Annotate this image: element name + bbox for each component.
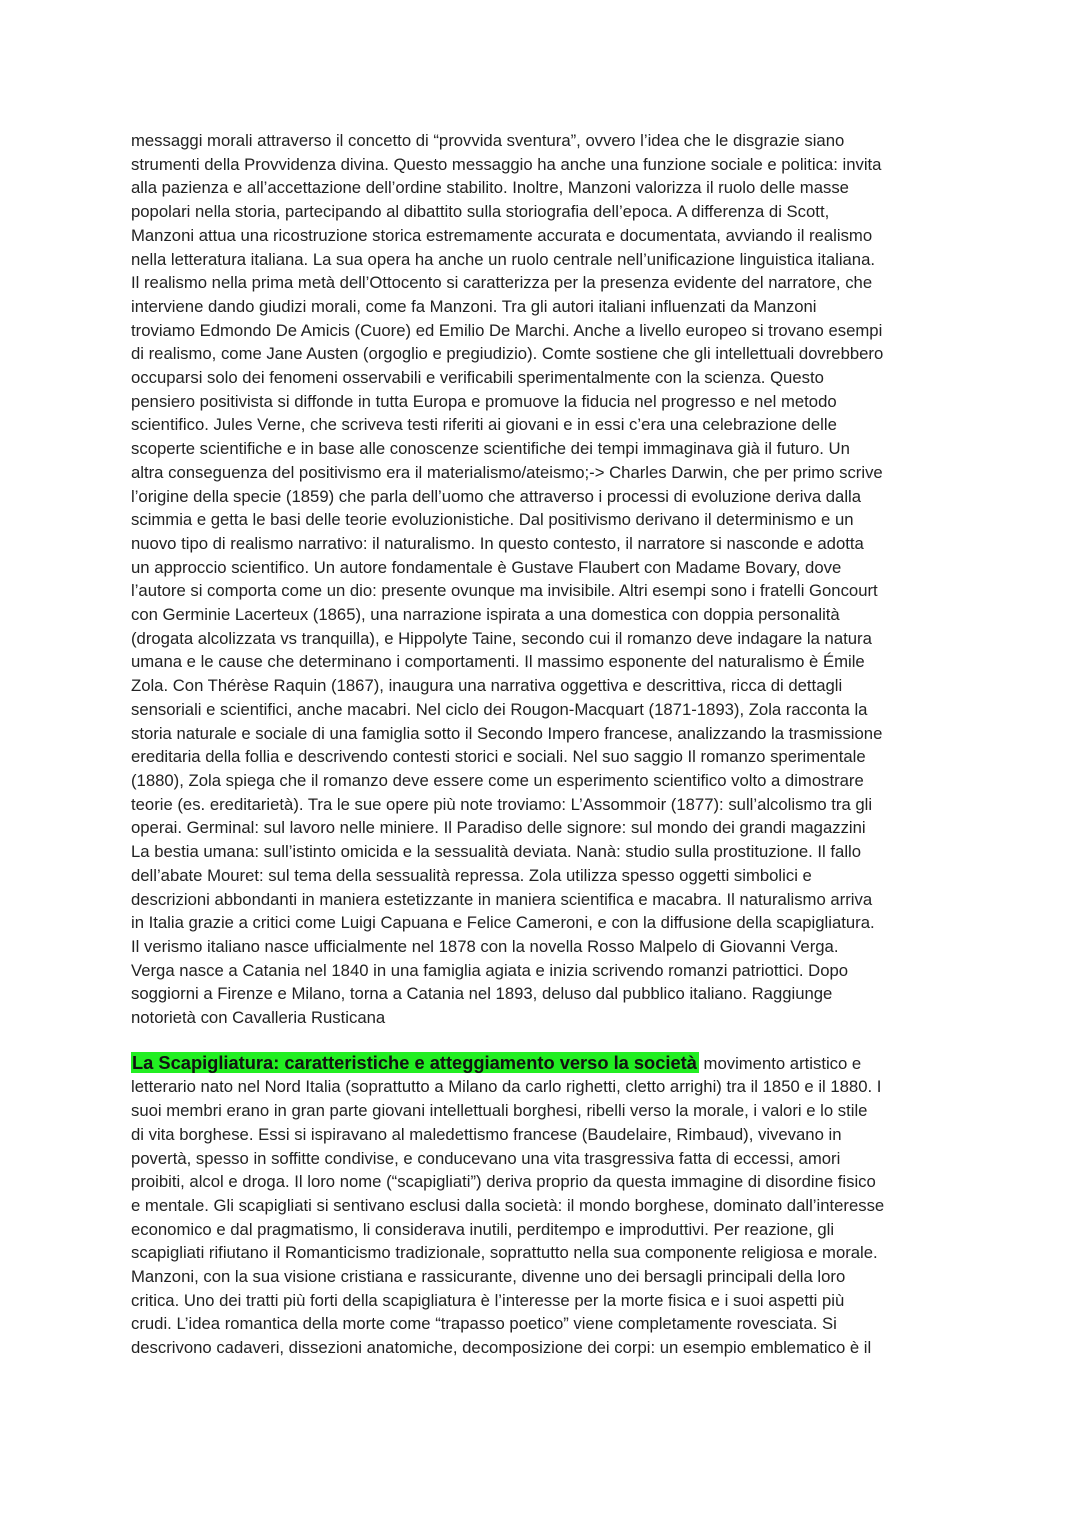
text-line: alla pazienza e all’accettazione dell’ordine stabilito. Inoltre, Manzoni valorizza il ruolo delle masse — [131, 178, 849, 198]
body-paragraph — [131, 129, 962, 1030]
text-line: descrivono cadaveri, dissezioni anatomiche, decomposizione dei corpi: un esempio emblematico è il — [131, 1338, 872, 1358]
text-line: di realismo, come Jane Austen (orgoglio e pregiudizio). Comte sostiene che gli intellettuali dovrebbero — [131, 344, 884, 364]
text-line: occuparsi solo dei fenomeni osservabili e verificabili sperimentalmente con la scienza. Questo — [131, 368, 824, 388]
text-line: suoi membri erano in gran parte giovani intellettuali borghesi, ribelli verso la morale, i valori e lo stile — [131, 1101, 868, 1121]
text-line: La bestia umana: sull’istinto omicida e la sessualità deviata. Nanà: studio sulla prostituzione. Il fallo — [131, 842, 862, 862]
text-line: critica. Uno dei tratti più forti della scapigliatura è l’interesse per la morte fisica e i suoi aspetti più — [131, 1290, 845, 1310]
text-line: soggiorni a Firenze e Milano, torna a Catania nel 1893, deluso dal pubblico italiano. Raggiunge — [131, 984, 833, 1004]
text-line: dell’abate Mouret: sul tema della sessualità repressa. Zola utilizza spesso oggetti simbolici e — [131, 865, 812, 885]
text-line: messaggi morali attraverso il concetto di “provvida sventura”, ovvero l’idea che le disgrazie siano — [131, 131, 845, 150]
text-line: scoperte scientifiche e in base alle conoscenze scientifiche dei tempi immaginava già il futuro. Un — [131, 439, 850, 459]
text-line: teorie (es. ereditarietà). Tra le sue opere più note troviamo: L’Assommoir (1877): sull’alcolismo tra gli — [131, 794, 873, 814]
text-line: scimmia e getta le basi delle teorie evoluzionistiche. Dal positivismo derivano il determinismo e un — [131, 510, 854, 530]
paragraph-gap — [131, 1030, 962, 1051]
text-line: interviene dando giudizi morali, come fa Manzoni. Tra gli autori italiani influenzati da Manzoni — [131, 296, 817, 316]
text-line: umana e le cause che determinano i comportamenti. Il massimo esponente del naturalismo è Émile — [131, 652, 865, 672]
text-line: e mentale. Gli scapigliati si sentivano esclusi dalla società: il mondo borghese, dominato dall’interesse — [131, 1195, 885, 1215]
text-line: notorietà con Cavalleria Rusticana — [131, 1008, 386, 1028]
text-line — [131, 1051, 962, 1076]
text-line: nuovo tipo di realismo narrativo: il naturalismo. In questo contesto, il narratore si nasconde e adotta — [131, 533, 864, 553]
text-line: l’origine della specie (1859) che parla dell’uomo che attraverso i processi di evoluzione deriva dalla — [131, 486, 862, 506]
text-line: proibiti, alcol e droga. Il loro nome (“scapigliati”) deriva proprio da questa immagine di disordine fisico — [131, 1172, 876, 1192]
text-line: in Italia grazie a critici come Luigi Capuana e Felice Cameroni, e con la diffusione della scapigliatura. — [131, 913, 875, 933]
text-line: crudi. L’idea romantica della morte come “trapasso poetico” viene completamente rovesciata. Si — [131, 1314, 837, 1334]
text-line: storia naturale e sociale di una famiglia sotto il Secondo Impero francese, analizzando la trasmissione — [131, 723, 883, 743]
text-line: Il realismo nella prima metà dell’Ottocento si caratterizza per la presenza evidente del narratore, che — [131, 273, 873, 293]
text-line: nella letteratura italiana. La sua opera ha anche un ruolo centrale nell’unificazione linguistica italiana. — [131, 249, 876, 269]
text-line: scientifico. Jules Verne, che scriveva testi riferiti ai giovani e in essi c’era una celebrazione delle — [131, 415, 837, 435]
text-line: letterario nato nel Nord Italia (soprattutto a Milano da carlo righetti, cletto arrighi) tra il 1850 e il 1880. I — [131, 1077, 882, 1097]
section-heading-highlighted: La Scapigliatura: caratteristiche e atteggiamento verso la società — [132, 1051, 697, 1073]
text-line: (drogata alcolizzata vs tranquilla), e Hippolyte Taine, secondo cui il romanzo deve indagare la natura — [131, 628, 872, 648]
text-line: operai. Germinal: sul lavoro nelle miniere. Il Paradiso delle signore: sul mondo dei grandi magazzini — [131, 818, 866, 838]
text-line: con Germinie Lacerteux (1865), una narrazione ispirata a una domestica con doppia personalità — [131, 605, 840, 625]
text-line: Verga nasce a Catania nel 1840 in una famiglia agiata e inizia scrivendo romanzi patriottici. Dopo — [131, 960, 849, 980]
text-line: di vita borghese. Essi si ispiravano al maledettismo francese (Baudelaire, Rimbaud), vivevano in — [131, 1124, 842, 1144]
text-line: descrizioni abbondanti in maniera estetizzante in maniera scientifica e macabra. Il naturalismo arriva — [131, 889, 873, 909]
text-line: sensoriali e scientifici, anche macabri. Nel ciclo dei Rougon-Macquart (1871-1893), Zola racconta la — [131, 699, 868, 719]
text-line: ereditaria della follia e descrivendo contesti storici e sociali. Nel suo saggio Il romanzo sperimentale — [131, 747, 866, 767]
text-line: popolari nella storia, partecipando al dibattito sulla storiografia dell’epoca. A differenza di Scott, — [131, 202, 830, 222]
scapigliatura-paragraph — [131, 1051, 962, 1360]
text-line: un approccio scientifico. Un autore fondamentale è Gustave Flaubert con Madame Bovary, dove — [131, 557, 842, 577]
text-line: strumenti della Provvidenza divina. Questo messaggio ha anche una funzione sociale e politica: invita — [131, 154, 882, 174]
text-line: economico e dal pragmatismo, li considerava inutili, perditempo e improduttivi. Per reazione, gli — [131, 1219, 835, 1239]
text-line: Il verismo italiano nasce ufficialmente nel 1878 con la novella Rosso Malpelo di Giovanni Verga. — [131, 936, 839, 956]
text-line: povertà, spesso in soffitte condivise, e conducevano una vita trasgressiva fatta di eccessi, amori — [131, 1148, 841, 1168]
heading-line-continuation: movimento artistico e — [703, 1053, 862, 1073]
text-line: scapigliati rifiutano il Romanticismo tradizionale, soprattutto nella sua componente religiosa e morale. — [131, 1243, 878, 1263]
text-line: Manzoni, con la sua visione cristiana e rassicurante, divenne uno dei bersagli principali della loro — [131, 1267, 846, 1287]
text-line: troviamo Edmondo De Amicis (Cuore) ed Emilio De Marchi. Anche a livello europeo si trovano esempi — [131, 320, 883, 340]
text-line: Zola. Con Thérèse Raquin (1867), inaugura una narrativa oggettiva e descrittiva, ricca di dettagli — [131, 676, 843, 696]
text-line: l’autore si comporta come un dio: presente ovunque ma invisibile. Altri esempi sono i fratelli Goncourt — [131, 581, 878, 601]
text-line: altra conseguenza del positivismo era il materialismo/ateismo;-> Charles Darwin, che per primo scrive — [131, 462, 883, 482]
text-line: pensiero positivista si diffonde in tutta Europa e promuove la fiducia nel progresso e nel metodo — [131, 391, 837, 411]
text-line: (1880), Zola spiega che il romanzo deve essere come un esperimento scientifico volto a dimostrare — [131, 770, 864, 790]
text-line: Manzoni attua una ricostruzione storica estremamente accurata e documentata, avviando il realismo — [131, 225, 873, 245]
